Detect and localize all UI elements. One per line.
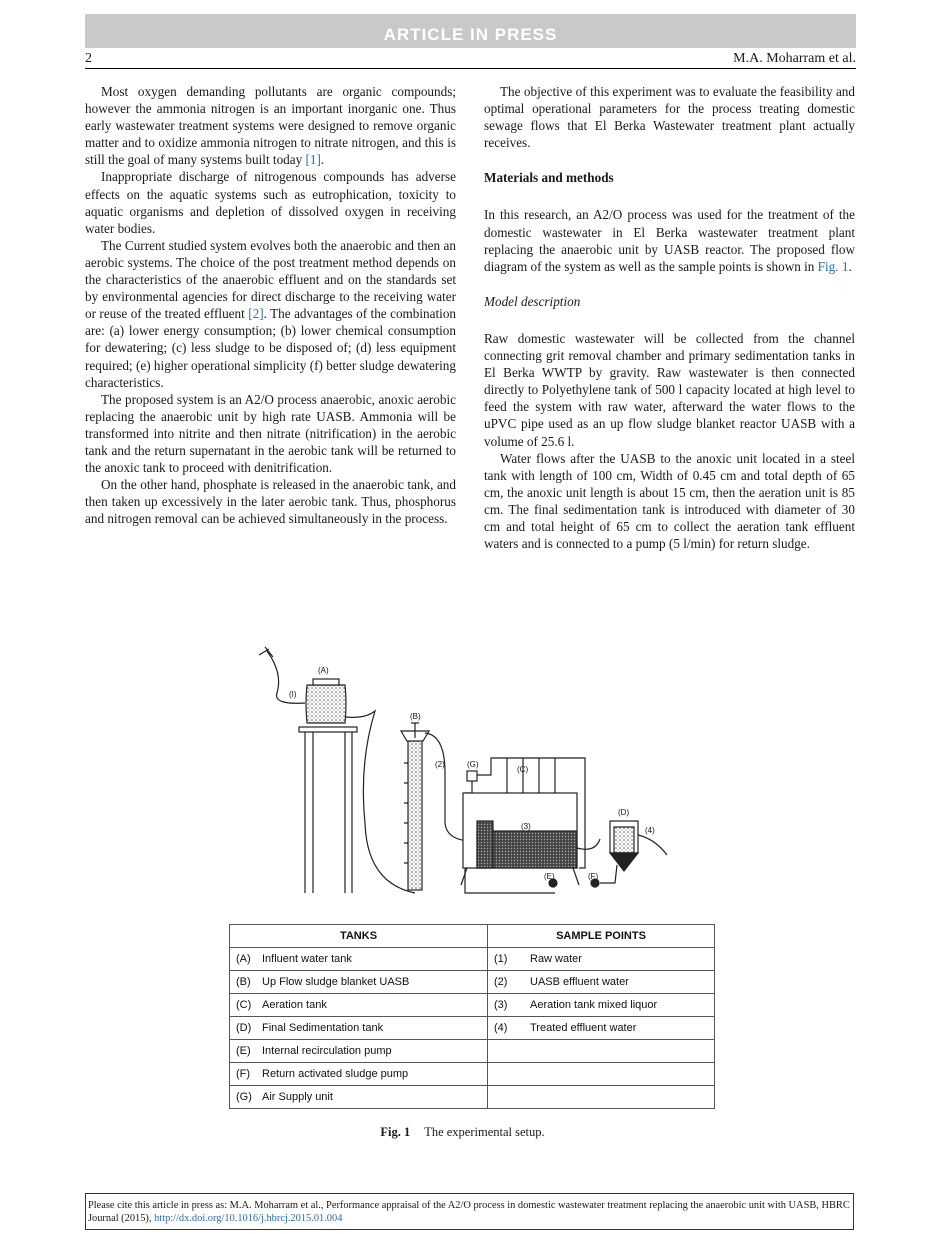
sample-points-header: SAMPLE POINTS (488, 925, 715, 948)
caption-label: Fig. 1 (380, 1125, 411, 1139)
table-row: (D) Final Sedimentation tank (4) Treated effluent water (230, 1017, 715, 1040)
label-s3: (3) (521, 822, 531, 831)
table-row: (C) Aeration tank (3) Aeration tank mixed liquor (230, 994, 715, 1017)
table-row: (F) Return activated sludge pump (230, 1063, 715, 1086)
label-C: (C) (517, 765, 529, 774)
feed-pipe (345, 711, 415, 893)
label-s4: (4) (645, 826, 655, 835)
paragraph: The objective of this experiment was to evaluate the feasibility and optimal operational parameters for the process treating domestic sewage flows that El Berka Wastewater treatment plant actually receives. (484, 84, 855, 151)
influent-water-tank (306, 679, 346, 723)
table-row: (A) Influent water tank (1) Raw water (230, 948, 715, 971)
aeration-tank (461, 793, 579, 885)
paragraph: Raw domestic wastewater will be collected from the channel connecting grit removal chamber and primary sedimentation tanks in El Berka WWTP by gravity. Raw wastewater is then connected directly to Polyethylene tank of 500 l capacity located at high level to feed the system with raw water, afterward the water flows to the uPVC pipe used as an up flow sludge blanket reactor UASB with a volume of 25.6 l. (484, 330, 855, 449)
subsection-heading: Model description (484, 293, 581, 309)
label-E: (E) (544, 872, 555, 881)
paragraph: The proposed system is an A2/O process anaerobic, anoxic aerobic replacing the anaerobic unit by high rate UASB. Ammonia will be transformed into nitrite and then nitrate (nitrification) in the aerobic tank and the return supernatant in the aerobic tank will be returned to the anoxic tank to proceed with denitrification. (85, 391, 456, 476)
page-number: 2 (85, 51, 92, 66)
label-s1: (I) (289, 690, 297, 699)
uasb-reactor (401, 723, 429, 890)
label-F: (F) (588, 872, 599, 881)
table-row: (E) Internal recirculation pump (230, 1040, 715, 1063)
citation-box (85, 1193, 854, 1230)
figure-link[interactable]: Fig. 1 (817, 258, 849, 274)
tank-stand (299, 727, 357, 893)
reference-link-2[interactable]: [2] (248, 306, 264, 322)
citation-text: Please cite this article in press as: M.A. Moharram et al., Performance appraisal of the A2/O process in domestic wastewater treatment replacing the anaerobic unit with UASB, HBRC Journal (2015), (88, 1200, 850, 1224)
figure-caption (0, 1125, 925, 1140)
reference-link-1[interactable]: [1] (305, 152, 321, 168)
paragraph: Most oxygen demanding pollutants are organic compounds; however the ammonia nitrogen is an important inorganic one. Thus early wastewater treatment systems were designed to remove organic matter and to oxidize ammonia nitrogen to nitrate nitrogen, and this is still the goal of many systems built today [1]. (85, 84, 456, 168)
label-B: (B) (410, 712, 421, 721)
table-row: (B) Up Flow sludge blanket UASB (2) UASB effluent water (230, 971, 715, 994)
right-column (484, 83, 855, 552)
label-s2: (2) (435, 760, 445, 769)
label-G: (G) (467, 760, 479, 769)
section-heading: Materials and methods (484, 170, 614, 186)
table-row: (G) Air Supply unit (230, 1086, 715, 1109)
article-in-press-banner: ARTICLE IN PRESS (85, 14, 856, 48)
caption-text: The experimental setup. (424, 1125, 545, 1139)
paragraph: Inappropriate discharge of nitrogenous compounds has adverse effects on the aquatic systems such as eutrophication, toxicity to aquatic organisms and depletion of dissolved oxygen in receiving water bodies. (85, 169, 456, 236)
experimental-setup-diagram (255, 643, 675, 908)
paragraph: The Current studied system evolves both the anaerobic and then an aerobic systems. The choice of the post treatment method depends on the characteristics of the anaerobic effluent and on the standards set by environmental agencies for direct discharge to the receiving water or reuse of the treated effluent [2]. The advantages of the combination are: (a) lower energy consumption; (b) lower chemical consumption for dewatering; (c) less sludge to be disposed of; (d) less equipment required; (e) higher operational simplicity (f) better sludge dewatering characteristics. (85, 237, 457, 390)
doi-link[interactable]: http://dx.doi.org/10.1016/j.hbrcj.2015.01.004 (154, 1213, 343, 1224)
paragraph: Water flows after the UASB to the anoxic unit located in a steel tank with length of 100 cm, Width of 0.45 cm and total depth of 65 cm, the anoxic unit length is about 15 cm, then the aeration unit is 85 cm. The final sedimentation tank is introduced with diameter of 30 cm and total height of 65 cm to collect the aeration tank effluent waters and is connected to a pump (5 l/min) for return sludge. (484, 450, 855, 552)
raw-water-inlet-pipe (259, 647, 305, 703)
left-column (85, 83, 456, 527)
final-sedimentation-tank (610, 821, 667, 871)
label-A: (A) (318, 666, 329, 675)
paragraph: In this research, an A2/O process was used for the treatment of the domestic wastewater in El Berka wastewater treatment plant replacing the anaerobic unit by UASB reactor. The proposed flow diagram of the system as well as the sample points is shown in Fig. 1. (484, 207, 855, 274)
figure-legend-table (229, 924, 715, 1109)
paragraph: On the other hand, phosphate is released in the anaerobic tank, and then taken up excessively in the later aerobic tank. Thus, phosphorus and nitrogen removal can be achieved simultaneously in the process. (85, 477, 456, 527)
label-D: (D) (618, 808, 630, 817)
running-head: M.A. Moharram et al. (733, 51, 856, 66)
tanks-header: TANKS (230, 925, 488, 948)
header-rule (85, 68, 856, 69)
